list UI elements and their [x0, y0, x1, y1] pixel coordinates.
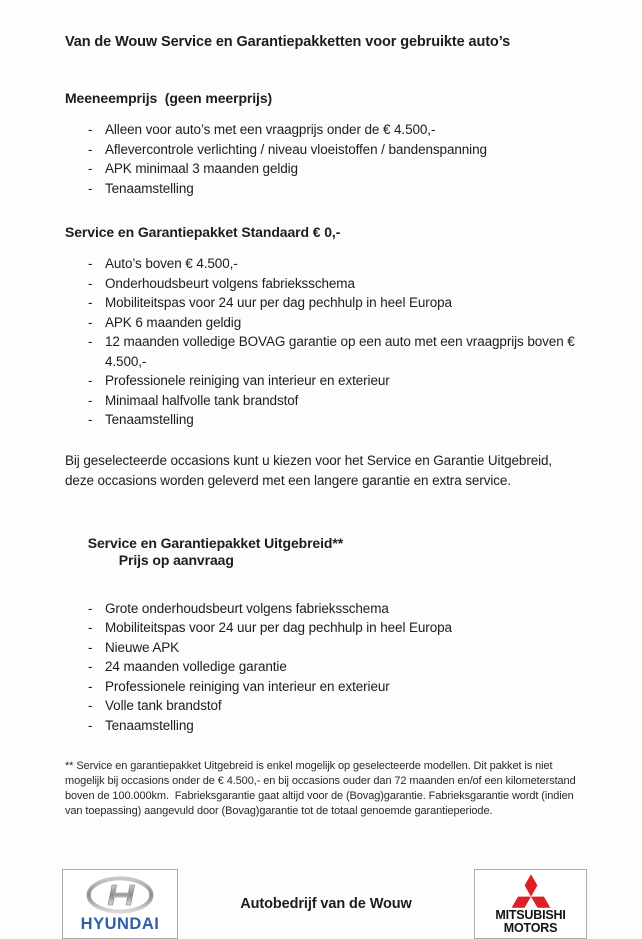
intro-paragraph: Bij geselecteerde occasions kunt u kiezen voor het Service en Garantie Uitgebreid, deze occasions worden geleverd met een langere garantie en extra service.	[65, 452, 553, 488]
bullet-dash: -	[88, 678, 93, 694]
list-item	[65, 274, 584, 294]
list-item	[65, 391, 584, 411]
list-item-text: Professionele reiniging van interieur en exterieur	[105, 373, 390, 388]
bullet-dash: -	[88, 334, 93, 349]
mitsubishi-logo	[474, 869, 587, 939]
bullet-dash: -	[88, 295, 93, 310]
bullet-dash: -	[88, 373, 93, 388]
bullet-dash: -	[88, 392, 93, 408]
list-item	[65, 599, 584, 619]
list-item-text: Alleen voor auto’s met een vraagprijs onder de € 4.500,-	[105, 122, 436, 137]
list-item-text: Aflevercontrole verlichting / niveau vloeistoffen / bandenspanning	[105, 141, 487, 157]
list-item	[65, 716, 584, 736]
list-item	[65, 696, 584, 716]
bullet-dash: -	[88, 600, 93, 616]
footnote: ** Service en garantiepakket Uitgebreid is enkel mogelijk op geselecteerde modellen. Dit pakket is niet mogelijk bij occasions onder de € 4.500,- en bij occasions ouder dan 72 maanden en/of een kilometerstand boven de 100.000km. Fabrieksgarantie gaat altijd voor de (Bovag)garantie. Fabrieksgarantie wordt (indien van toepassing) aangevuld door (Bovag)garantie tot de totaal genoemde garantieperiode.	[65, 760, 579, 817]
bullet-dash: -	[88, 122, 93, 137]
section-standaard	[65, 224, 584, 430]
list-item-text: Auto’s boven € 4.500,-	[105, 256, 238, 271]
footer	[62, 869, 587, 939]
list-item	[65, 293, 584, 313]
mitsubishi-emblem-icon	[503, 873, 559, 909]
list-item-text: Volle tank brandstof	[105, 698, 222, 713]
list-item-text: Onderhoudsbeurt volgens fabrieksschema	[105, 275, 355, 291]
bullet-list-meeneemprijs	[65, 120, 584, 198]
mitsubishi-wordmark-line2: MOTORS	[503, 921, 558, 935]
list-item-text: Tenaamstelling	[105, 717, 194, 733]
list-item-text: 12 maanden volledige BOVAG garantie op een auto met een vraagprijs boven € 4.500,-	[105, 334, 575, 369]
bullet-dash: -	[88, 717, 93, 733]
list-item-text: Nieuwe APK	[105, 639, 180, 655]
bullet-dash: -	[88, 314, 93, 330]
price-note: Prijs op aanvraag	[118, 551, 234, 568]
bullet-dash: -	[88, 639, 93, 655]
list-item-text: Mobiliteitspas voor 24 uur per dag pechhulp in heel Europa	[105, 620, 452, 635]
list-item	[65, 313, 584, 333]
bullet-list-standaard	[65, 254, 584, 430]
list-item	[65, 410, 584, 430]
list-item-text: Tenaamstelling	[105, 412, 194, 427]
section-heading-meeneemprijs: Meeneemprijs (geen meerprijs)	[65, 90, 273, 106]
list-item-text: APK 6 maanden geldig	[105, 314, 242, 330]
list-item	[65, 120, 584, 140]
list-item	[65, 179, 584, 199]
list-item-text: Minimaal halfvolle tank brandstof	[105, 392, 299, 408]
list-item	[65, 159, 584, 179]
list-item	[65, 618, 584, 638]
section-heading-uitgebreid-text: Service en Garantiepakket Uitgebreid**	[87, 534, 344, 551]
bullet-dash: -	[88, 275, 93, 291]
section-meeneemprijs	[65, 90, 584, 198]
list-item-text: Professionele reiniging van interieur en exterieur	[105, 678, 390, 694]
bullet-dash: -	[88, 180, 93, 196]
bullet-dash: -	[88, 698, 93, 713]
list-item	[65, 254, 584, 274]
bullet-list-uitgebreid	[65, 599, 584, 736]
list-item-text: Grote onderhoudsbeurt volgens fabrieksschema	[105, 600, 389, 616]
hyundai-emblem-icon	[77, 875, 163, 915]
bullet-dash: -	[88, 256, 93, 271]
list-item-text: 24 maanden volledige garantie	[105, 659, 287, 674]
list-item	[65, 677, 584, 697]
list-item-text: Tenaamstelling	[105, 180, 194, 196]
list-item-text: APK minimaal 3 maanden geldig	[105, 161, 298, 176]
list-item	[65, 638, 584, 658]
bullet-dash: -	[88, 620, 93, 635]
list-item	[65, 332, 584, 371]
mitsubishi-wordmark-line1: MITSUBISHI	[495, 907, 566, 922]
list-item-text: Mobiliteitspas voor 24 uur per dag pechhulp in heel Europa	[105, 295, 452, 310]
list-item	[65, 371, 584, 391]
section-heading-standaard: Service en Garantiepakket Standaard € 0,-	[65, 224, 341, 240]
list-item	[65, 140, 584, 160]
section-heading-uitgebreid	[65, 518, 584, 586]
bullet-dash: -	[88, 141, 93, 157]
document-title: Van de Wouw Service en Garantiepakketten voor gebruikte auto’s	[65, 34, 511, 50]
hyundai-wordmark: HYUNDAI	[80, 915, 160, 933]
bullet-dash: -	[88, 659, 93, 674]
list-item	[65, 657, 584, 677]
hyundai-logo	[62, 869, 178, 939]
dealer-name: Autobedrijf van de Wouw	[240, 896, 412, 912]
section-uitgebreid	[65, 518, 584, 736]
bullet-dash: -	[88, 161, 93, 176]
bullet-dash: -	[88, 412, 93, 427]
